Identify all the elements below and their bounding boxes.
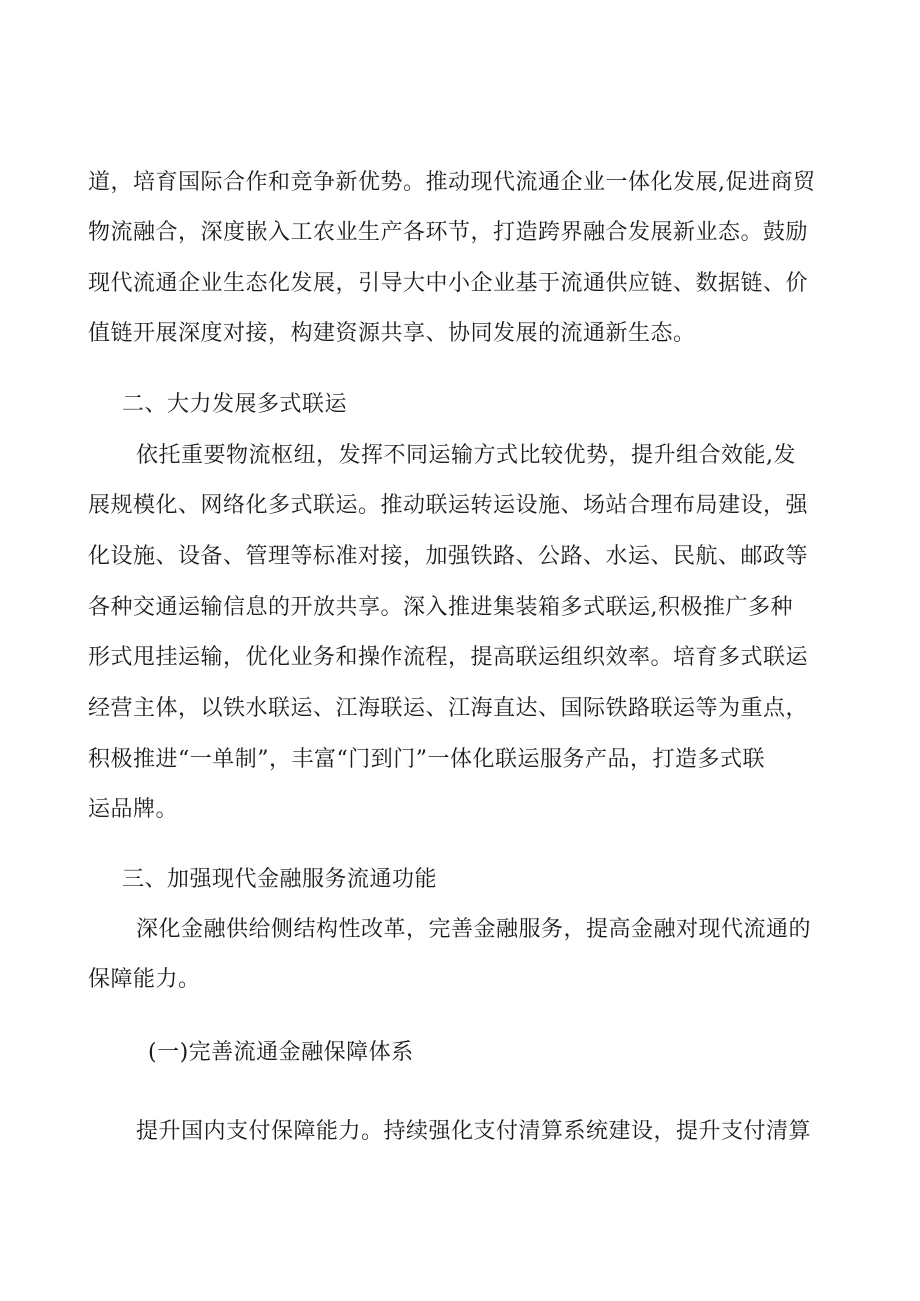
paragraph-line: 形式甩挂运输，优化业务和操作流程，提高联运组织效率。培育多式联运 bbox=[88, 645, 809, 670]
section-heading: 二、大力发展多式联运 bbox=[122, 392, 348, 417]
subsection-heading: (一)完善流通金融保障体系 bbox=[148, 1040, 414, 1065]
paragraph-line: 运品牌。 bbox=[88, 797, 179, 822]
paragraph-line: 提升国内支付保障能力。持续强化支付清算系统建设，提升支付清算 bbox=[136, 1119, 812, 1144]
paragraph-line: 物流融合，深度嵌入工农业生产各环节，打造跨界融合发展新业态。鼓励 bbox=[88, 220, 809, 245]
paragraph-line: 各种交通运输信息的开放共享。深入推进集装箱多式联运,积极推广多种 bbox=[88, 595, 793, 620]
paragraph-line: 依托重要物流枢纽，发挥不同运输方式比较优势，提升组合效能,发 bbox=[136, 443, 796, 468]
paragraph-line: 积极推进“一单制”，丰富“门到门”一体化联运服务产品，打造多式联 bbox=[88, 747, 765, 772]
paragraph-line: 经营主体，以铁水联运、江海联运、江海直达、国际铁路联运等为重点， bbox=[88, 696, 809, 721]
paragraph-line: 深化金融供给侧结构性改革，完善金融服务，提高金融对现代流通的 bbox=[136, 917, 812, 942]
paragraph-line: 展规模化、网络化多式联运。推动联运转运设施、场站合理布局建设，强 bbox=[88, 493, 809, 518]
paragraph-line: 道，培育国际合作和竞争新优势。推动现代流通企业一体化发展,促进商贸 bbox=[88, 170, 816, 195]
paragraph-line: 化设施、设备、管理等标准对接，加强铁路、公路、水运、民航、邮政等 bbox=[88, 544, 809, 569]
paragraph-line: 现代流通企业生态化发展，引导大中小企业基于流通供应链、数据链、价 bbox=[88, 271, 809, 296]
section-heading: 三、加强现代金融服务流通功能 bbox=[122, 867, 438, 892]
paragraph-line: 保障能力。 bbox=[88, 967, 201, 992]
paragraph-line: 值链开展深度对接，构建资源共享、协同发展的流通新生态。 bbox=[88, 321, 696, 346]
